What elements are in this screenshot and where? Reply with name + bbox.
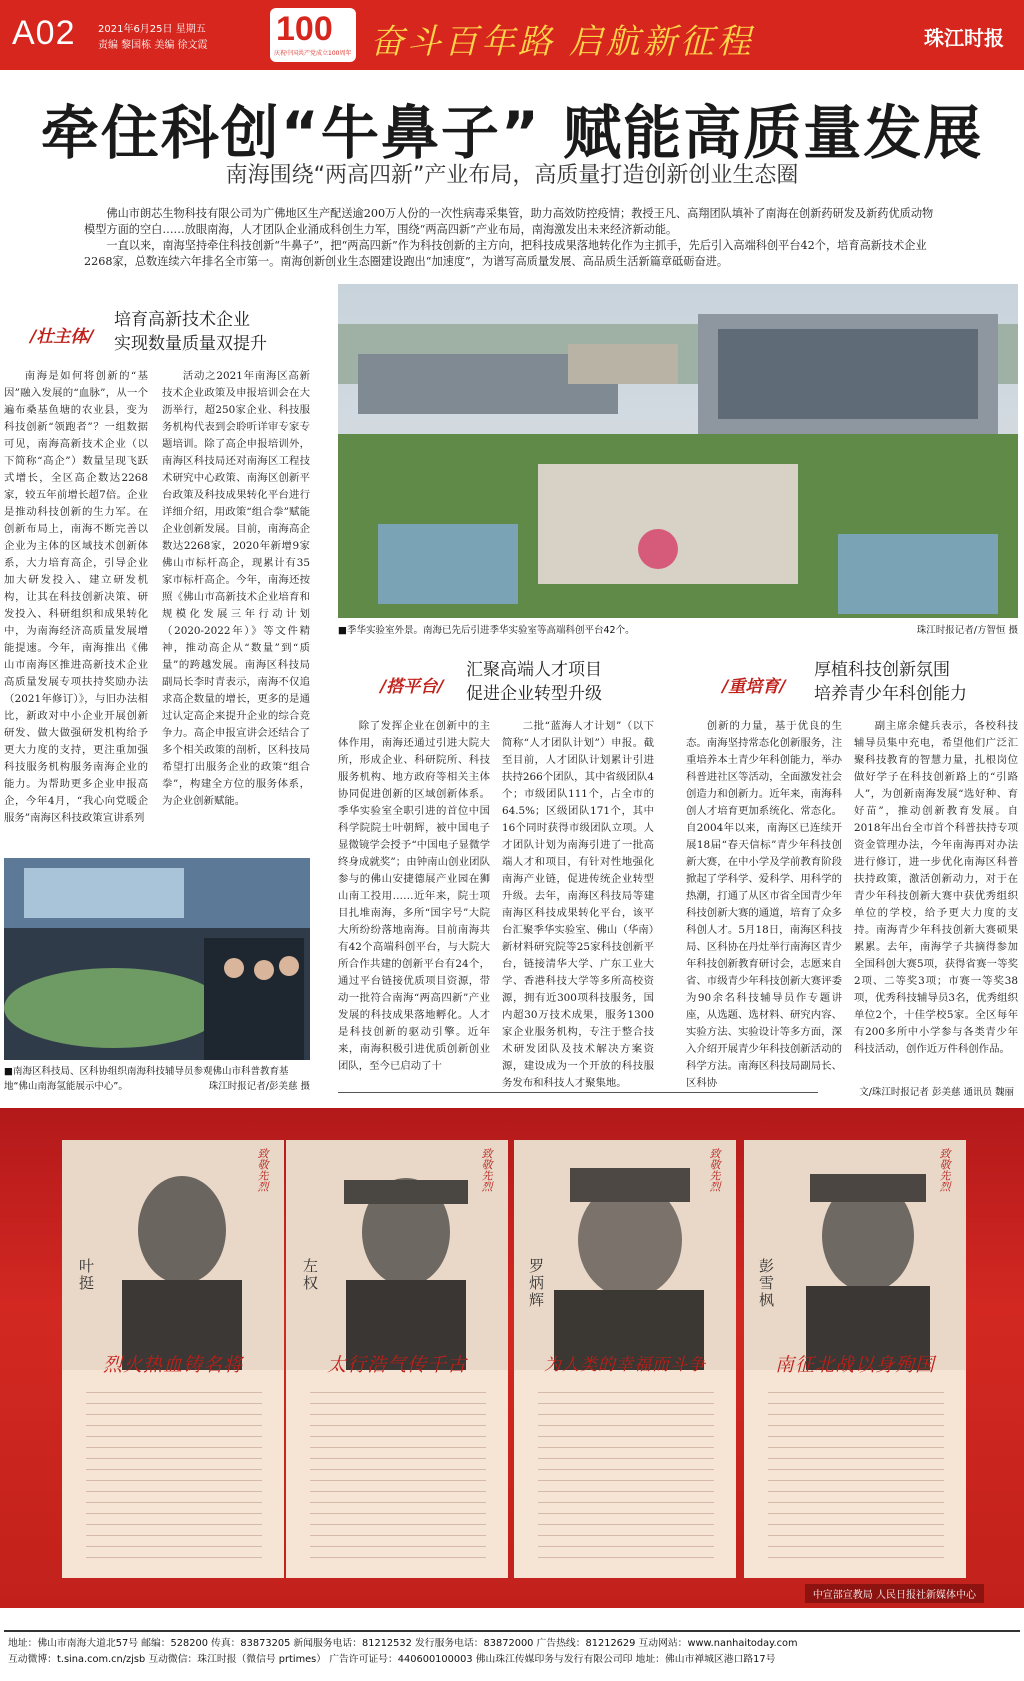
footer-line-2: 互动微博：t.sina.com.cn/zjsb 互动微信：珠江时报（微信号 prtimes） 广告许可证号：440600100003 佛山珠江传媒印务与发行有限公司印 地址：佛山市禅城区港口路17号 (8, 1654, 776, 1665)
section-title-cultivate (814, 658, 967, 706)
exhibition-caption-text: ■南海区科技局、区科协组织南海科技辅导员参观佛山市科普教育基地“佛山南海氢能展示中心”。 (4, 1066, 289, 1092)
masthead-slogan: 奋斗百年路 启航新征程 (370, 22, 754, 62)
tribute-seal: 致敬先烈 (256, 1148, 269, 1192)
section-title-strengthen (114, 308, 267, 356)
issue-date: 2021年6月25日 星期五 (98, 24, 206, 35)
martyr-motto: 南征北战以身殉国 (774, 1354, 935, 1376)
section-title-line: 汇聚高端人才项目 (466, 660, 602, 680)
article-column-1 (4, 368, 148, 840)
exhibition-photo-caption (4, 1064, 310, 1094)
section-tag-strengthen: /壮主体/ (30, 327, 94, 347)
article-column-6 (854, 718, 1018, 1074)
martyr-card (514, 1140, 736, 1578)
martyr-motto: 烈火热血铸名将 (102, 1354, 243, 1376)
footer-line-1: 地址：佛山市南海大道北57号 邮编：528200 传真：83873205 新闻服务电话：81212532 发行服务电话：83872000 广告热线：81212629 互动网站：www.nanhaitoday.com (8, 1638, 798, 1649)
article-column-4 (502, 718, 654, 1089)
martyr-name: 叶挺 (77, 1258, 95, 1292)
section-tag-cultivate: /重培育/ (722, 677, 786, 697)
masthead (0, 0, 1024, 70)
tribute-seal: 致敬先烈 (938, 1148, 951, 1192)
portrait-illustration (286, 1140, 508, 1370)
exhibition-photo-credit: 珠江时报记者/彭美慈 摄 (208, 1081, 310, 1092)
article-column-5 (686, 718, 842, 1089)
lead-paragraph-2: 一直以来，南海坚持牵住科技创新“牛鼻子”，把“两高四新”作为科技创新的主方向，把科技成果落地转化作为主抓手，先后引入高端科创平台42个，培育高新技术企业2268家，总数连续六年排名全市第一。南海创新创业生态圈建设跑出“加速度”，为谱写高质量发展、高品质生活新篇章砥砺奋进。 (84, 239, 927, 268)
column-text: 副主席余健兵表示，各校科技辅导员集中充电，希望他们广泛汇聚科技教育的智慧力量，扎根岗位做好学子在科技创新路上的“引路人”，为创新南海发展“选好种、育好苗”，推动创新教育发展。自2018年出台全市首个科普扶持专项资金管理办法，今年南海再对办法进行修订，进一步优化南海区科普扶持政策，激活创新动力，对于在青少年科技创新大赛中获优秀组织单位的学校，给予更大力度的支持。南海青少年科技创新大赛硕果累累。去年，南海学子共摘得参加全国科创大赛5项，获得省赛一等奖2项、二等奖3项；市赛一等奖38项，优秀科技辅导员3名，优秀组织单位2个，十佳学校5家。全区每年有200多所中小学参与各类青少年科技活动，创作近万件科创作品。 (854, 720, 1018, 1055)
page-subheadline: 南海围绕“两高四新”产业布局，高质量打造创新创业生态圈 (225, 163, 799, 188)
martyr-card (62, 1140, 284, 1578)
main-photo-credit: 珠江时报记者/方智恒 摄 (916, 625, 1018, 636)
martyr-card (744, 1140, 966, 1578)
main-photo-caption (338, 622, 1018, 636)
issue-info (98, 22, 208, 54)
lead-paragraphs (84, 206, 940, 270)
exhibition-illustration (4, 858, 310, 1060)
portrait-illustration (514, 1140, 736, 1370)
martyr-biography-text (86, 1386, 262, 1566)
martyr-biography-text (768, 1386, 944, 1566)
tribute-seal: 致敬先烈 (480, 1148, 493, 1192)
section-title-line: 厚植科技创新氛围 (814, 660, 950, 680)
lab-exterior-illustration (338, 284, 1018, 618)
column-text: 除了发挥企业在创新中的主体作用，南海还通过引进大院大所，形成企业、科研院所、科技服务机构、地方政府等相关主体协同促进创新的区域创新体系。季华实验室全职引进的首位中国科学院院士叶朝辉，被中国电子显微镜学会授予“中国电子显微学终身成就奖”；由钟南山创业团队参与的佛山安捷德展产业园在狮山南工投用……近年来，院士项目扎堆南海，多所“国字号”大院大所纷纷落地南海。目前南海共有42个高端科创平台，与大院大所合作共建的创新平台有24个，通过平台链接优质项目资源，带动一批符合南海“两高四新”产业发展的科技成果落地孵化。人才是科技创新的驱动引擎。近年来，南海积极引进优质创新创业团队，至今已启动了十 (338, 720, 490, 1072)
page-footer (0, 1636, 1024, 1668)
newspaper-brand: 珠江时报 (924, 26, 1004, 50)
column-text: 二批“蓝海人才计划”（以下简称“人才团队计划”）申报。截至目前，人才团队计划累计引进扶持266个团队，其中省级团队4个；市级团队111个，占全市的64.5%；区级团队171个，其中16个同时获得市级团队立项。人才团队计划为南海引进了一批高端人才和项目，有针对性地强化南海产业链，促进传统企业转型升级。去年，南海区科技局等建南海区科技成果转化平台，该平台汇聚季华实验室、佛山（华南）新材料研究院等25家科技创新平台，链接清华大学、广东工业大学、香港科技大学等多所高校资源，拥有近300项科技服务，国内超30万技术成果，服务1300家企业服务机构，专注于整合技术研发团队及技术解决方案资源，建设成为一个开放的科技服务发布和科技人才聚集地。 (502, 720, 654, 1089)
lab-exterior-photo (338, 284, 1018, 618)
divider-rule (338, 1092, 818, 1093)
martyr-name: 罗炳辉 (527, 1258, 545, 1309)
page-number: A02 (12, 14, 76, 52)
martyr-motto: 太行浩气传千古 (326, 1354, 467, 1376)
footer-rule (4, 1630, 1020, 1632)
section-title-line: 实现数量质量双提升 (114, 334, 267, 354)
martyr-card (286, 1140, 508, 1578)
section-title-line: 促进企业转型升级 (466, 684, 602, 704)
emblem-number: 100 (276, 10, 333, 48)
article-byline: 文/珠江时报记者 彭美慈 通讯员 魏丽 (859, 1087, 1014, 1098)
section-title-line: 培养青少年科创能力 (814, 684, 967, 704)
page-headline: 牵住科创“牛鼻子” 赋能高质量发展 (40, 99, 984, 167)
centenary-emblem (270, 8, 356, 62)
portrait-illustration (744, 1140, 966, 1370)
martyr-name: 彭雪枫 (757, 1258, 775, 1309)
issue-editors: 责编 黎国栋 美编 徐文霞 (98, 40, 208, 51)
portrait-illustration (62, 1140, 284, 1370)
article-column-2 (162, 368, 310, 840)
section-title-line: 培育高新技术企业 (114, 310, 250, 330)
main-photo-caption-text: ■季华实验室外景。南海已先后引进季华实验室等高端科创平台42个。 (338, 625, 635, 636)
emblem-caption: 庆祝中国共产党成立100周年 (274, 50, 352, 57)
column-text: 活动之2021年南海区高新技术企业政策及申报培训会在大沥举行，超250家企业、科技服务机构代表到会聆听详审专家专题培训。除了高企申报培训外，南海区科技局还对南海区工程技术研究中心政策、南海区创新平台政策及科技成果转化平台进行详细介绍，用政策“组合拳”赋能企业创新发展。目前，南海高企数达2268家，2020年新增9家佛山市标杆高企，现累计有35家市标杆高企。今年，南海还按照《佛山市高新技术企业培育和规模化发展三年行动计划（2020-2022年）》等文件精神，推动高企从“数量”到“质量”的跨越发展。南海区科技局副局长李时青表示，南海不仅追求高企数量的增长，更多的是通过认定高企来提升企业的综合竞争力。高企申报宣讲会还结合了多个相关政策的剖析，区科技局希望打出服务企业的政策“组合拳”，构建全方位的服务体系，为企业创新赋能。 (162, 370, 310, 807)
section-tag-platform: /搭平台/ (380, 677, 444, 697)
section-title-platform (466, 658, 602, 706)
martyr-biography-text (310, 1386, 486, 1566)
column-text: 创新的力量，基于优良的生态。南海坚持常态化创新服务，注重培养本土青少年科创能力，举办科普进社区等活动，全面激发社会创造力和创新力。近年来，南海科创人才培育更加系统化、常态化。自2004年以来，南海区已连续开展18届“春天信标”青少年科技创新大赛，在中小学及学前教育阶段掀起了学科学、爱科学、用科学的热潮，打通了从区市省全国青少年科技创新大赛的通道，培育了众多科创人才。5月18日，南海区科技局、区科协在丹灶举行南海区青少年科技创新教育研讨会，志愿来自省、市级青少年科技创新大赛评委为90余名科技辅导员作专题讲座，从选题、选材料、研究内容、实验方法、实验设计等多方面，深入介绍开展青少年科技创新活动的科学方法。南海区科技局副局长、区科协 (686, 720, 842, 1089)
lead-paragraph-1: 佛山市朗芯生物科技有限公司为广佛地区生产配送逾200万人份的一次性病毒采集管，助力高效防控疫情；教授王凡、高翔团队填补了南海在创新药研发及新药优质动物模型方面的空白……放眼南海，人才团队企业涌成科创生力军，围绕“两高四新”产业布局，南海激发出未来经济新动能。 (84, 207, 934, 236)
tribute-seal: 致敬先烈 (708, 1148, 721, 1192)
column-text: 南海是如何将创新的“基因”融入发展的“血脉”，从一个遍布桑基鱼塘的农业县，变为科技创新“领跑者”？一组数据可见，南海高新技术企业（以下简称“高企”）数量呈现飞跃式增长，全区高企数达2268家，较五年前增长超7倍。企业是推动科技创新的生力军。在创新布局上，南海不断完善以企业为主体的区域技术创新体系，大力培育高企，引导企业加大研发投入、建立研发机构，让其在科技创新决策、研发投入、科研组织和成果转化中，为南海经济高质量发展增能提速。今年，南海推出《佛山市南海区推进高新技术企业高质量发展专项扶持奖励办法（2021年修订）》，与旧办法相比，新政对中小企业开展创新研发、做大做强研发机构给予更大力度的支持，更注重加强科技服务机构服务南海企业的能力。为帮助更多企业申报高企，今年4月，“我心向党暖企服务”南海区科技政策宣讲系列 (4, 370, 148, 824)
martyr-motto: 为人类的幸福而斗争 (544, 1355, 706, 1375)
article-column-3 (338, 718, 490, 1074)
martyr-name: 左权 (301, 1258, 319, 1292)
exhibition-photo (4, 858, 310, 1060)
tribute-band-credit: 中宣部宣教局 人民日报社新媒体中心 (805, 1584, 984, 1603)
martyr-biography-text (538, 1386, 714, 1566)
